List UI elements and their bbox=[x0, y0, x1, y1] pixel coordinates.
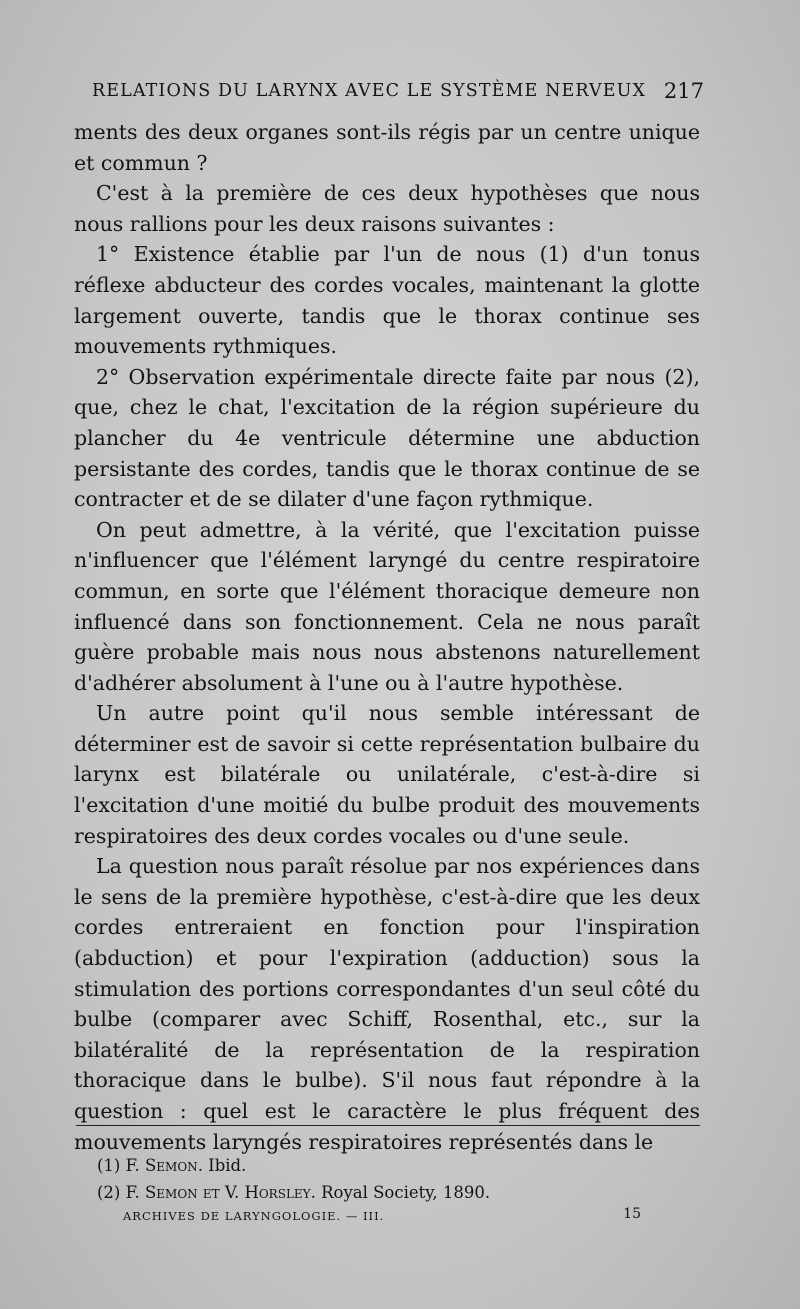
running-header bbox=[92, 81, 704, 101]
page-footer bbox=[123, 1206, 641, 1223]
footnote-marker: (1) bbox=[97, 1156, 121, 1175]
paragraph-continued: ments des deux organes sont-ils régis par un centre unique et commun ? bbox=[74, 120, 700, 175]
signature-number: 15 bbox=[623, 1206, 641, 1222]
footnote-1 bbox=[97, 1152, 490, 1179]
paragraph: C'est à la première de ces deux hypothèses que nous nous rallions pour les deux raisons suivantes : bbox=[74, 181, 700, 236]
body-text bbox=[74, 117, 700, 1157]
footnote-author: F. Semon bbox=[125, 1156, 198, 1175]
paragraph: Un autre point qu'il nous semble intéressant de déterminer est de savoir si cette représentation bulbaire du larynx est bilatérale ou unilatérale, c'est-à-dire si l'excitation d'une moitié du bulbe produit des mouvements respiratoires des deux cordes vocales ou d'une seule. bbox=[74, 701, 700, 848]
paragraph: La question nous paraît résolue par nos expériences dans le sens de la première hypothèse, c'est-à-dire que les deux cordes entreraient en fonction pour l'inspiration (abduction) et pour l'expiration (adduction) sous la stimulation des portions correspondantes d'un seul côté du bulbe (comparer avec Schiff, Rosenthal, etc., sur la bilatéralité de la représentation de la respiration thoracique dans le bulbe). S'il nous faut répondre à la question : quel est le caractère le plus fréquent des mouvements laryngés respiratoires représentés dans le bbox=[74, 854, 700, 1154]
paragraph: On peut admettre, à la vérité, que l'excitation puisse n'influencer que l'élément laryngé du centre respiratoire commun, en sorte que l'élément thoracique demeure non influencé dans son fonctionnement. Cela ne nous paraît guère probable mais nous nous abstenons naturellement d'adhérer absolument à l'une ou à l'autre hypothèse. bbox=[74, 517, 700, 695]
journal-signature-line: ARCHIVES DE LARYNGOLOGIE. — III. bbox=[123, 1209, 385, 1223]
footnote-text: . Royal Society, 1890. bbox=[310, 1183, 491, 1202]
footnote-author: F. Semon et V. Horsley bbox=[125, 1183, 311, 1202]
footnote-text: . Ibid. bbox=[197, 1156, 247, 1175]
paragraph-reason-1: 1° Existence établie par l'un de nous (1) d'un tonus réflexe abducteur des cordes vocales, maintenant la glotte largement ouverte, tandis que le thorax continue ses mouvements rythmiques. bbox=[74, 242, 700, 359]
page-number: 217 bbox=[663, 79, 704, 103]
running-title: RELATIONS DU LARYNX AVEC LE SYSTÈME NERVEUX bbox=[92, 81, 647, 101]
footnote-rule bbox=[76, 1125, 700, 1126]
footnote-2 bbox=[97, 1179, 490, 1206]
footnote-marker: (2) bbox=[97, 1183, 121, 1202]
paragraph-reason-2: 2° Observation expérimentale directe faite par nous (2), que, chez le chat, l'excitation de la région supérieure du plancher du 4e ventricule détermine une abduction persistante des cordes, tandis que le thorax continue de se contracter et de se dilater d'une façon rythmique. bbox=[74, 364, 700, 512]
footnotes bbox=[97, 1152, 490, 1206]
